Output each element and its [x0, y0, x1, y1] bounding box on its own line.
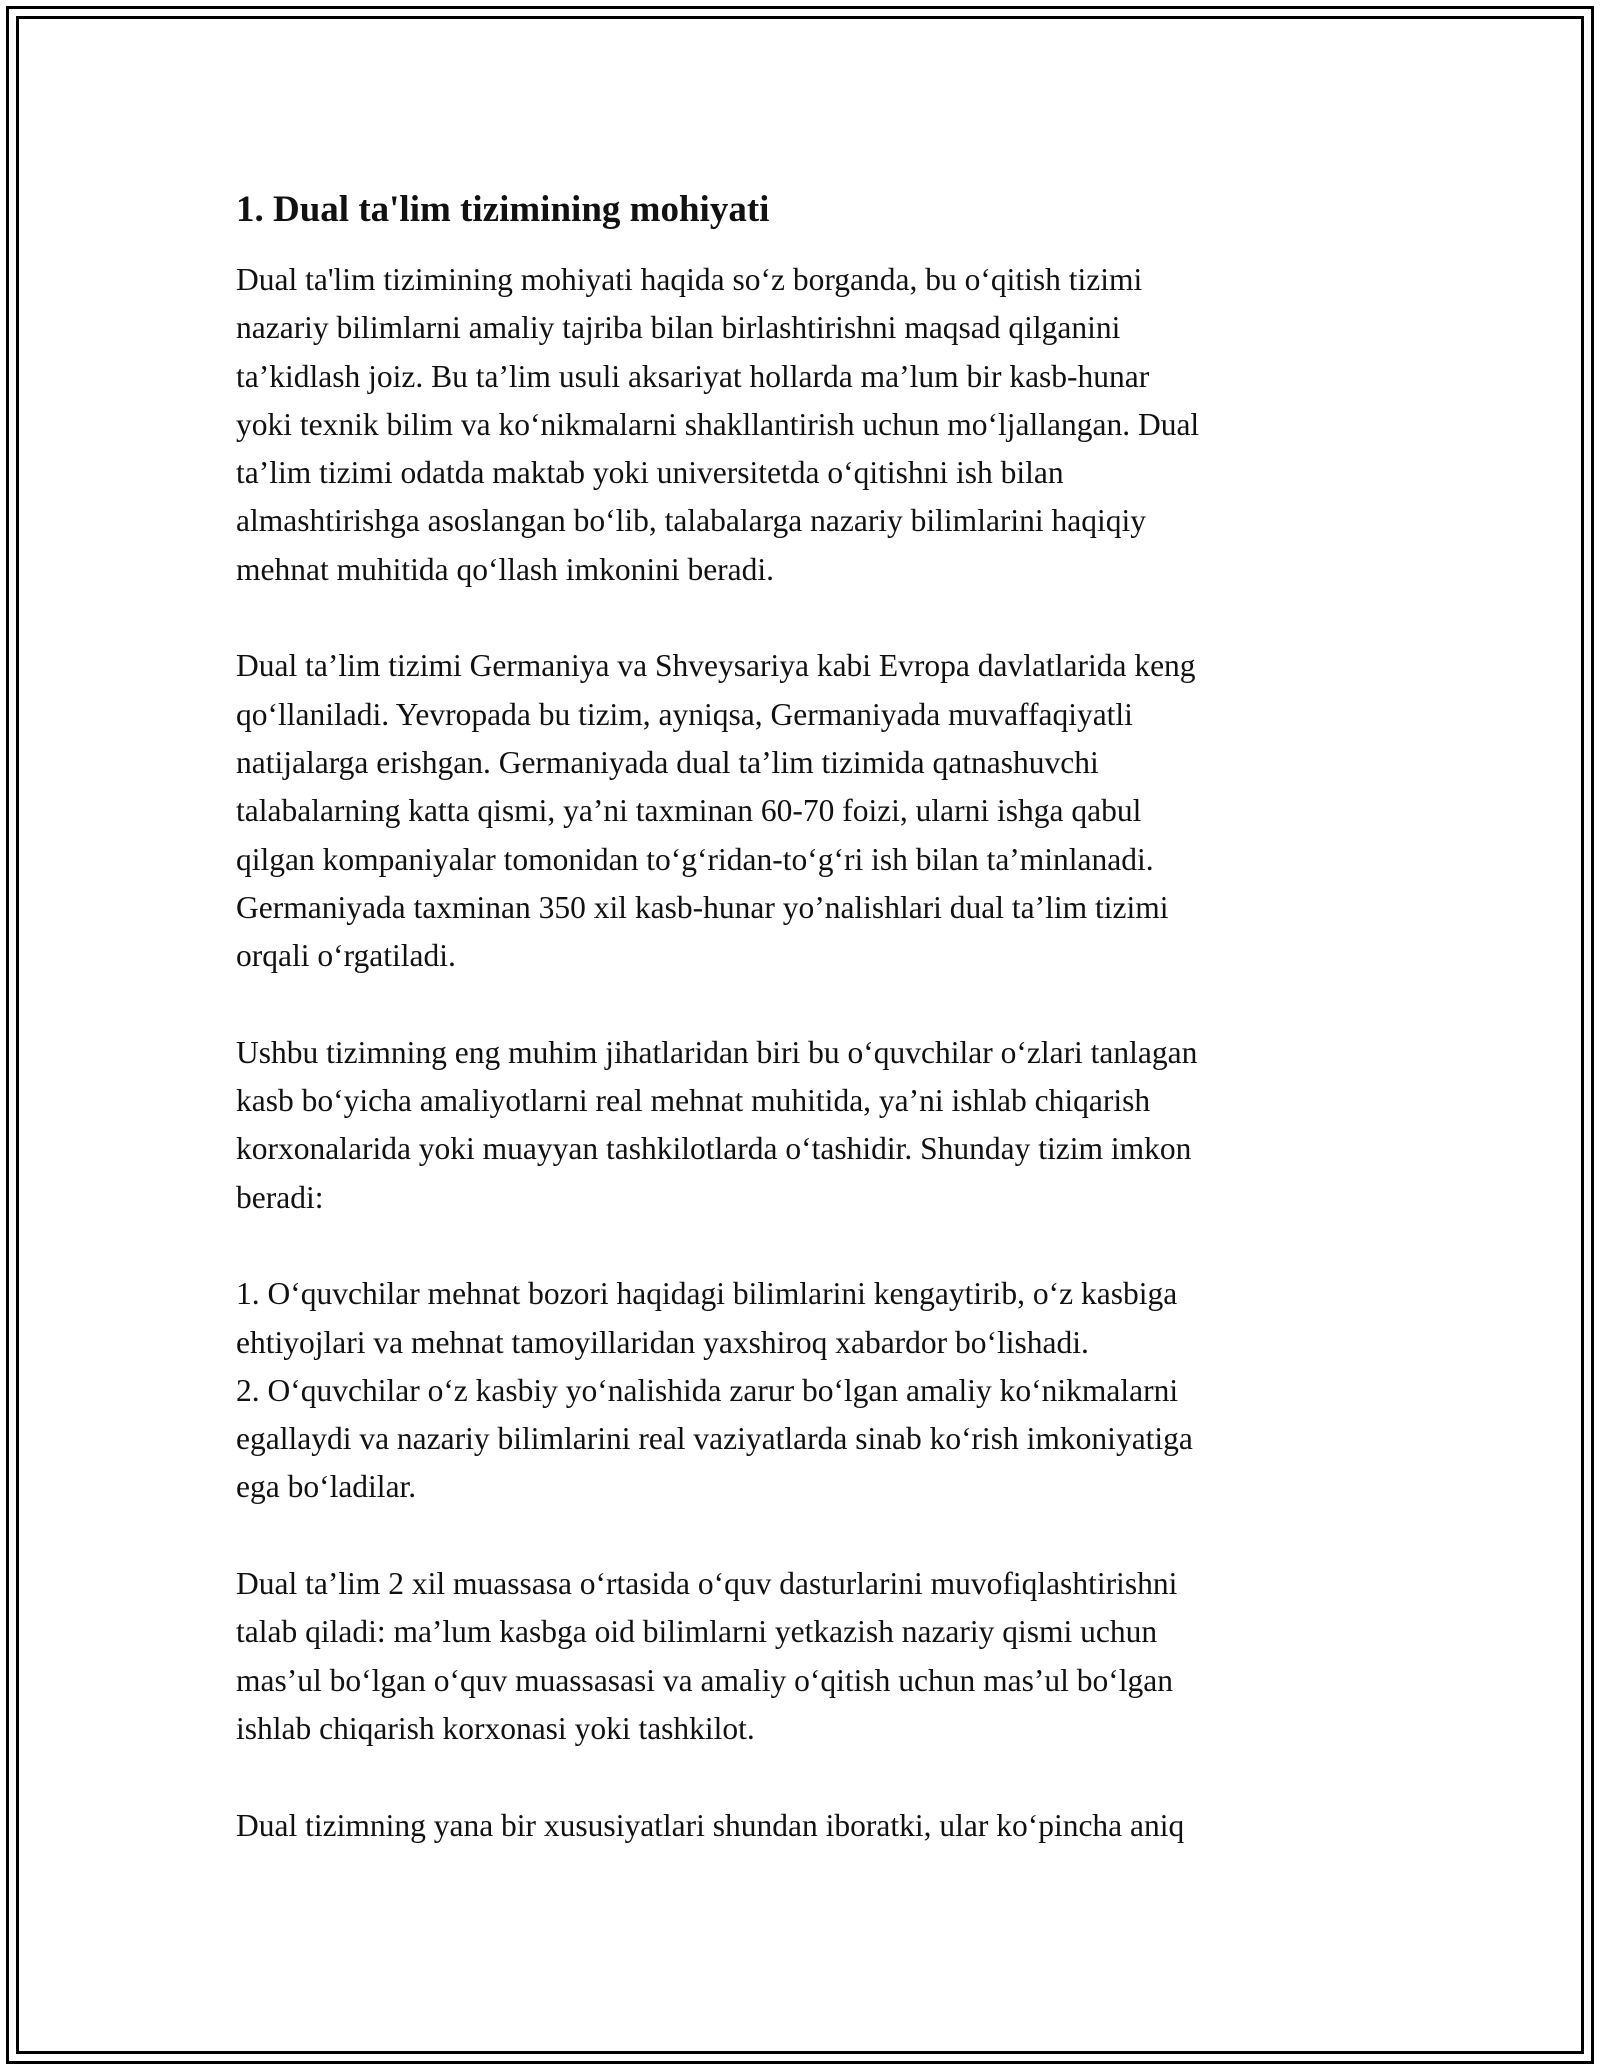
paragraph	[236, 1560, 1366, 1753]
text-line: Dual ta’lim tizimi Germaniya va Shveysariya kabi Evropa davlatlarida keng	[236, 648, 1196, 684]
document-body	[236, 186, 1366, 1898]
text-line: mehnat muhitida qo‘llash imkonini beradi.	[236, 551, 775, 587]
text-line: qo‘llaniladi. Yevropada bu tizim, ayniqsa, Germaniyada muvaffaqiyatli	[236, 696, 1133, 732]
text-line: Ushbu tizimning eng muhim jihatlaridan biri bu o‘quvchilar o‘zlari tanlagan	[236, 1034, 1198, 1070]
section-heading: 1. Dual ta'lim tizimining mohiyati	[236, 189, 770, 230]
text-line: Dual ta'lim tizimining mohiyati haqida so‘z borganda, bu o‘qitish tizimi	[236, 262, 1143, 297]
text-line: qilgan kompaniyalar tomonidan to‘g‘ridan-to‘g‘ri ish bilan ta’minlanadi.	[236, 841, 1154, 877]
text-line: nazariy bilimlarni amaliy tajriba bilan birlashtirishni maqsad qilganini	[236, 310, 1121, 346]
paragraph	[236, 642, 1366, 980]
numbered-list	[236, 1270, 1366, 1511]
text-line: Dual ta’lim 2 xil muassasa o‘rtasida o‘quv dasturlarini muvofiqlashtirishni	[236, 1566, 1178, 1602]
text-line: Dual tizimning yana bir xususiyatlari shundan iboratki, ular ko‘pincha aniq	[236, 1807, 1185, 1843]
text-line: almashtirishga asoslangan bo‘lib, talabalarga nazariy bilimlarini haqiqiy	[236, 503, 1147, 539]
text-line: ta’lim tizimi odatda maktab yoki universitetda o‘qitishni ish bilan	[236, 455, 1064, 491]
text-line: mas’ul bo‘lgan o‘quv muassasasi va amaliy o‘qitish uchun mas’ul bo‘lgan	[236, 1662, 1173, 1698]
list-item-line: ehtiyojlari va mehnat tamoyillaridan yaxshiroq xabardor bo‘lishadi.	[236, 1324, 1089, 1360]
text-line: talabalarning katta qismi, ya’ni taxminan 60-70 foizi, ularni ishga qabul	[236, 793, 1142, 829]
text-line: beradi:	[236, 1179, 324, 1215]
text-line: natijalarga erishgan. Germaniyada dual ta’lim tizimida qatnashuvchi	[236, 744, 1099, 780]
paragraph	[236, 1802, 1366, 1850]
text-line: Germaniyada taxminan 350 xil kasb-hunar yo’nalishlari dual ta’lim tizimi	[236, 889, 1169, 925]
text-line: ta’kidlash joiz. Bu ta’lim usuli aksariyat hollarda ma’lum bir kasb-hunar	[236, 358, 1150, 394]
paragraph	[236, 256, 1366, 594]
list-item-line: egallaydi va nazariy bilimlarini real vaziyatlarda sinab ko‘rish imkoniyatiga	[236, 1421, 1193, 1457]
paragraph	[236, 1029, 1366, 1222]
text-line: talab qiladi: ma’lum kasbga oid bilimlarni yetkazish nazariy qismi uchun	[236, 1614, 1158, 1650]
text-line: orqali o‘rgatiladi.	[236, 938, 456, 974]
text-line: kasb bo‘yicha amaliyotlarni real mehnat muhitida, ya’ni ishlab chiqarish	[236, 1083, 1151, 1119]
list-item-line: 2. O‘quvchilar o‘z kasbiy yo‘nalishida zarur bo‘lgan amaliy ko‘nikmalarni	[236, 1372, 1179, 1408]
list-item-line: ega bo‘ladilar.	[236, 1469, 417, 1505]
text-line: ishlab chiqarish korxonasi yoki tashkilot.	[236, 1710, 755, 1746]
list-item-line: 1. O‘quvchilar mehnat bozori haqidagi bilimlarini kengaytirib, o‘z kasbiga	[236, 1276, 1178, 1312]
text-line: korxonalarida yoki muayyan tashkilotlarda o‘tashidir. Shunday tizim imkon	[236, 1131, 1192, 1167]
text-line: yoki texnik bilim va ko‘nikmalarni shakllantirish uchun mo‘ljallangan. Dual	[236, 406, 1200, 442]
